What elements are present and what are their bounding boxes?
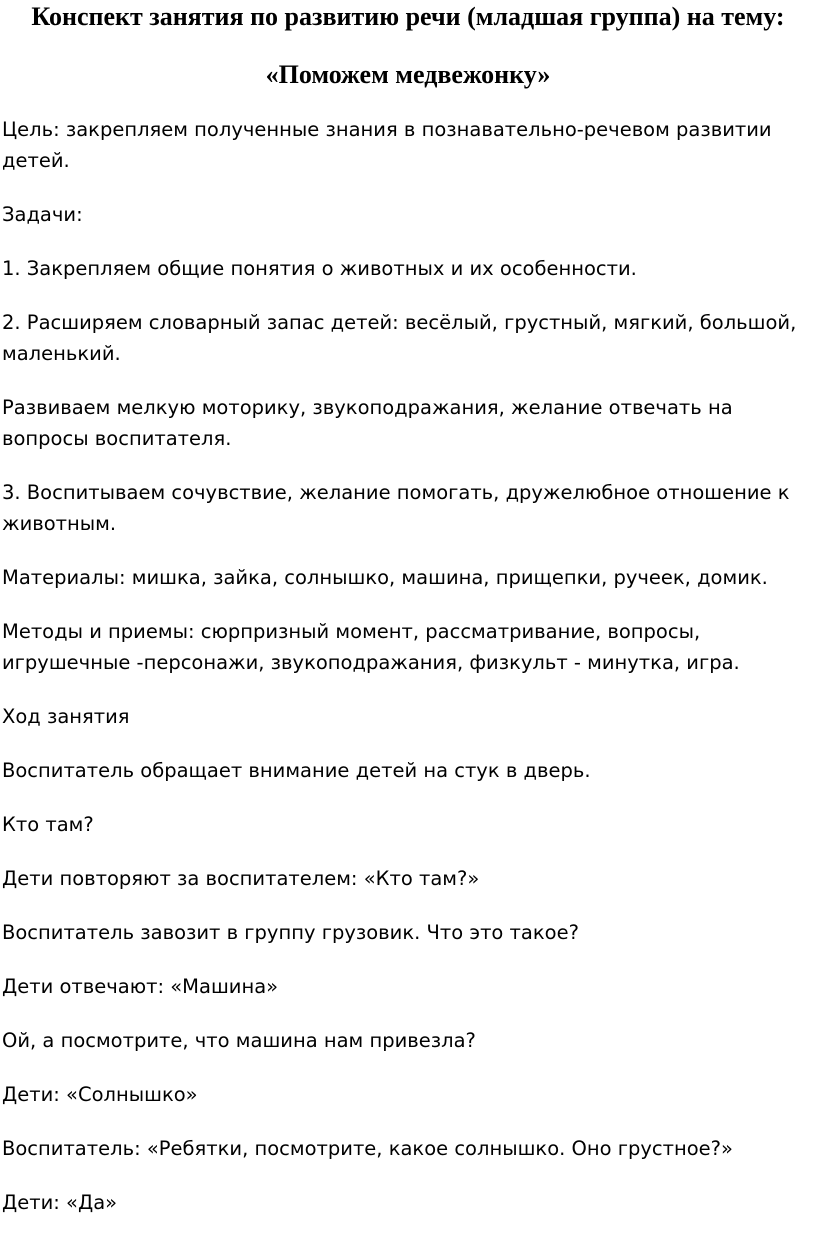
paragraph-dialogue-7: Дети: «Солнышко» — [2, 1083, 198, 1106]
paragraph-tasks-heading: Задачи: — [2, 203, 83, 226]
paragraph-materials: Материалы: мишка, зайка, солнышко, машина, прищепки, ручеек, домик. — [2, 566, 768, 589]
paragraph-task-2-continued: Развиваем мелкую моторику, звукоподражания, желание отвечать на вопросы воспитателя. — [2, 396, 733, 450]
paragraph-dialogue-6: Ой, а посмотрите, что машина нам привезла? — [2, 1029, 476, 1052]
document-title-line-2: «Поможем медвежонку» — [265, 60, 551, 89]
document-body — [2, 114, 808, 1241]
paragraph-dialogue-8: Воспитатель: «Ребятки, посмотрите, какое солнышко. Оно грустное?» — [2, 1137, 733, 1160]
paragraph-goal: Цель: закрепляем полученные знания в познавательно-речевом развитии детей. — [2, 118, 772, 172]
paragraph-methods: Методы и приемы: сюрпризный момент, рассматривание, вопросы, игрушечные -персонажи, звукоподражания, физкульт - минутка, игра. — [2, 620, 740, 674]
paragraph-dialogue-5: Дети отвечают: «Машина» — [2, 975, 279, 998]
paragraph-task-2: 2. Расширяем словарный запас детей: весёлый, грустный, мягкий, большой, маленький. — [2, 311, 797, 365]
paragraph-task-3: 3. Воспитываем сочувствие, желание помогать, дружелюбное отношение к животным. — [2, 481, 790, 535]
paragraph-dialogue-4: Воспитатель завозит в группу грузовик. Что это такое? — [2, 921, 579, 944]
paragraph-task-1: 1. Закрепляем общие понятия о животных и их особенности. — [2, 257, 637, 280]
document-title-line-1: Конспект занятия по развитию речи (младшая группа) на тему: — [31, 2, 785, 31]
paragraph-dialogue-3: Дети повторяют за воспитателем: «Кто там?» — [2, 867, 480, 890]
paragraph-dialogue-9: Дети: «Да» — [2, 1191, 118, 1214]
paragraph-lesson-heading: Ход занятия — [2, 705, 130, 728]
paragraph-dialogue-2: Кто там? — [2, 813, 94, 836]
paragraph-dialogue-1: Воспитатель обращает внимание детей на стук в дверь. — [2, 759, 591, 782]
